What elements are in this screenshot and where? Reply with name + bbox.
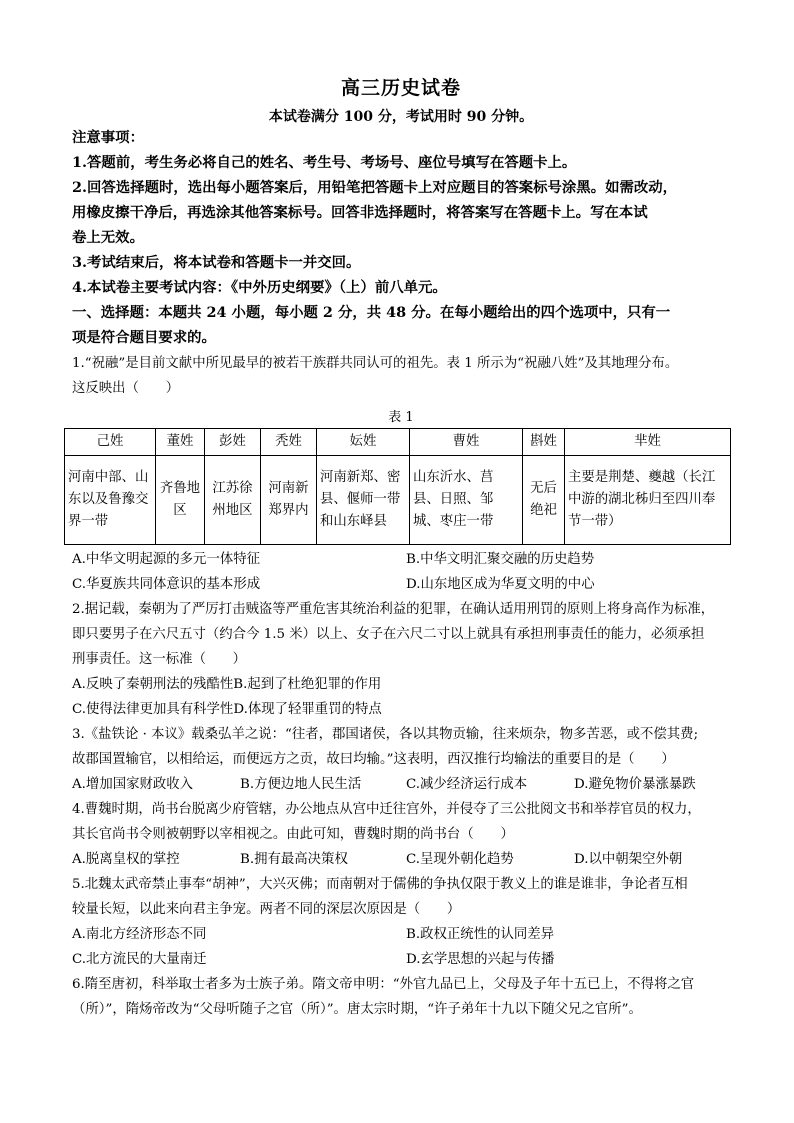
table-cell: 河南中部、山东以及鲁豫交界一带: [65, 456, 156, 545]
q4-option-a[interactable]: A.脱离皇权的掌控: [72, 852, 180, 867]
section-heading-line1: 一、选择题：本题共 24 小题，每小题 2 分，共 48 分。在每小题给出的四个选项中，只有一: [72, 304, 671, 321]
table-header-cell: 己姓: [65, 429, 156, 456]
q1-option-a[interactable]: A.中华文明起源的多元一体特征: [72, 552, 261, 567]
table-cell: 山东沂水、莒县、日照、邹城、枣庄一带: [410, 456, 523, 545]
table-cell: 齐鲁地区: [156, 456, 205, 545]
exam-info: 本试卷满分 100 分，考试用时 90 分钟。: [268, 109, 534, 125]
table-cell: 河南新郑、密县、偃师一带和山东峄县: [317, 456, 410, 545]
table-header-row: [65, 429, 731, 456]
q3-stem-line2: 故郡国置输官，以相给运，而便远方之贡，故曰均输。”这表明，西汉推行均输法的重要目的是（ ）: [72, 752, 675, 767]
q3-option-b[interactable]: B.方便边地人民生活: [240, 777, 362, 792]
surname-distribution-table: [64, 428, 731, 545]
table-header-cell: 彭姓: [205, 429, 261, 456]
table-cell: 江苏徐州地区: [205, 456, 261, 545]
q1-option-d[interactable]: D.山东地区成为华夏文明的中心: [406, 577, 595, 592]
q5-option-d[interactable]: D.玄学思想的兴起与传播: [406, 952, 555, 967]
q2-stem-line3: 刑事责任。这一标准（ ）: [72, 652, 247, 667]
q4-option-b[interactable]: B.拥有最高决策权: [240, 852, 348, 867]
q1-stem-line2: 这反映出（ ）: [72, 381, 180, 396]
q3-option-a[interactable]: A.增加国家财政收入: [72, 777, 194, 792]
q6-stem-line1: 6.隋至唐初，科举取士者多为士族子弟。隋文帝申明：“外官九品已上，父母及子年十五已上，不得将之官: [72, 977, 695, 992]
q5-option-b[interactable]: B.政权正统性的认同差异: [406, 927, 555, 942]
q2-options-cd[interactable]: C.使得法律更加具有科学性D.体现了轻罪重罚的特点: [72, 702, 382, 717]
q5-stem-line1: 5.北魏太武帝禁止事奉“胡神”，大兴灭佛；而南朝对于儒佛的争执仅限于教义上的谁是谁非，争论者互相: [72, 877, 688, 892]
table-row: [65, 456, 731, 545]
q4-stem-line2: 其长官尚书令则被朝野以宰相视之。由此可知，曹魏时期的尚书台（ ）: [72, 827, 514, 842]
notice-item-2-line1: 2.回答选择题时，选出每小题答案后，用铅笔把答题卡上对应题目的答案标号涂黑。如需改动，: [72, 179, 678, 196]
q5-option-a[interactable]: A.南北方经济形态不同: [72, 927, 207, 942]
table-cell: 河南新郑界内: [261, 456, 317, 545]
page-title: 高三历史试卷: [340, 77, 461, 99]
table-header-cell: 芈姓: [565, 429, 731, 456]
notice-item-1: 1.答题前，考生务必将自己的姓名、考生号、考场号、座位号填写在答题卡上。: [72, 154, 577, 171]
q4-option-d[interactable]: D.以中朝架空外朝: [574, 852, 683, 867]
q2-stem-line1: 2.据记载，秦朝为了严厉打击贼盗等严重危害其统治利益的犯罪，在确认适用刑罚的原则上将身高作为标准，: [72, 602, 715, 617]
table-header-cell: 斟姓: [523, 429, 565, 456]
notice-heading: 注意事项：: [72, 129, 144, 146]
q2-options-ab[interactable]: A.反映了秦朝刑法的残酷性B.起到了杜绝犯罪的作用: [72, 677, 382, 692]
notice-item-4: 4.本试卷主要考试内容：《中外历史纲要》（上）前八单元。: [72, 279, 447, 296]
q6-stem-line2: （所）”，隋炀帝改为“父母听随子之官（所）”。唐太宗时期，“许子弟年十九以下随父兄之官所”。: [72, 1002, 642, 1017]
q1-stem-line1: 1.“祝融”是目前文献中所见最早的被若干族群共同认可的祖先。表 1 所示为“祝融八姓”及其地理分布。: [72, 356, 679, 371]
table-header-cell: 秃姓: [261, 429, 317, 456]
table-header-cell: 妘姓: [317, 429, 410, 456]
table-header-cell: 董姓: [156, 429, 205, 456]
notice-item-2-line2: 用橡皮擦干净后，再选涂其他答案标号。回答非选择题时，将答案写在答题卡上。写在本试: [72, 204, 648, 221]
q5-stem-line2: 较量长短，以此来向君主争宠。两者不同的深层次原因是（ ）: [72, 902, 461, 917]
q4-option-c[interactable]: C.呈现外朝化趋势: [406, 852, 514, 867]
table-cell: 无后绝祀: [523, 456, 565, 545]
section-heading-line2: 项是符合题目要求的。: [72, 329, 216, 346]
q3-option-c[interactable]: C.减少经济运行成本: [406, 777, 528, 792]
table-cell: 主要是荆楚、夔越（长江中游的湖北秭归至四川奉节一带）: [565, 456, 731, 545]
q1-option-b[interactable]: B.中华文明汇聚交融的历史趋势: [406, 552, 595, 567]
table-header-cell: 曹姓: [410, 429, 523, 456]
q4-stem-line1: 4.曹魏时期，尚书台脱离少府管辖，办公地点从宫中迁往宫外，并侵夺了三公批阅文书和举荐官员的权力，: [72, 802, 701, 817]
q5-option-c[interactable]: C.北方流民的大量南迁: [72, 952, 207, 967]
table-caption: 表 1: [388, 410, 414, 425]
q2-stem-line2: 即只要男子在六尺五寸（约合今 1.5 米）以上、女子在六尺二寸以上就具有承担刑事责任的能力，必须承担: [72, 627, 705, 642]
notice-item-2-line3: 卷上无效。: [72, 229, 144, 246]
q1-option-c[interactable]: C.华夏族共同体意识的基本形成: [72, 577, 261, 592]
q3-stem-line1: 3.《盐铁论 · 本议》载桑弘羊之说：“往者，郡国诸侯，各以其物贡输，往来烦杂，物多苦恶，或不偿其费;: [72, 727, 699, 742]
notice-item-3: 3.考试结束后，将本试卷和答题卡一并交回。: [72, 254, 361, 271]
q3-option-d[interactable]: D.避免物价暴涨暴跌: [574, 777, 696, 792]
